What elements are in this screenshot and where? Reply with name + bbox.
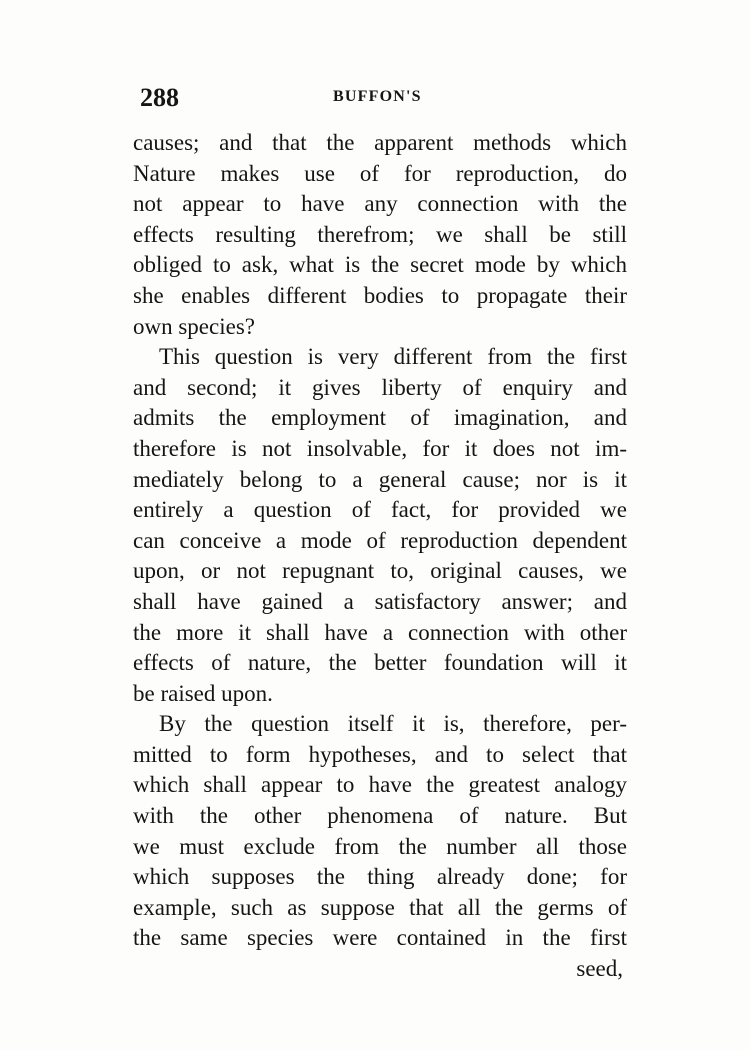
text-line: with the other phenomena of nature. But [133,803,627,829]
page-header [135,83,627,113]
text-line: which supposes the thing already done; for [133,864,627,890]
text-line: not appear to have any connection with the [133,191,627,217]
running-head: BUFFON'S [333,88,422,105]
text-line: shall have gained a satisfactory answer; and [133,588,627,614]
text-line: Nature makes use of for reproduction, do [133,160,627,186]
text-line: she enables different bodies to propagate their [133,282,627,308]
text-line: which shall appear to have the greatest analogy [133,772,627,798]
text-line: entirely a question of fact, for provided we [133,497,627,523]
body-text [133,128,627,985]
text-line: admits the employment of imagination, and [133,405,627,431]
text-line: upon, or not repugnant to, original causes, we [133,558,627,584]
text-line: By the question itself it is, therefore, per- [159,711,627,737]
text-line: can conceive a mode of reproduction dependent [133,527,627,553]
text-line: causes; and that the apparent methods which [133,130,627,155]
text-line: mediately belong to a general cause; nor is it [133,466,627,492]
text-line: we must exclude from the number all those [133,833,627,859]
text-line: effects resulting therefrom; we shall be still [133,221,627,247]
text-line: the same species were contained in the first [133,925,627,951]
text-line: mitted to form hypotheses, and to select that [133,741,627,767]
text-line: therefore is not insolvable, for it does not im- [133,435,627,461]
text-line: the more it shall have a connection with other [133,619,627,645]
text-line: be raised upon. [133,680,273,706]
text-line: This question is very different from the first [159,344,627,370]
page-number: 288 [140,83,179,112]
text-line: effects of nature, the better foundation will it [133,650,627,676]
text-line: own species? [133,313,255,339]
text-line: obliged to ask, what is the secret mode by which [133,252,627,278]
text-line: example, such as suppose that all the germs of [133,894,627,920]
catchword: seed, [576,956,623,982]
text-line: and second; it gives liberty of enquiry and [133,374,627,400]
